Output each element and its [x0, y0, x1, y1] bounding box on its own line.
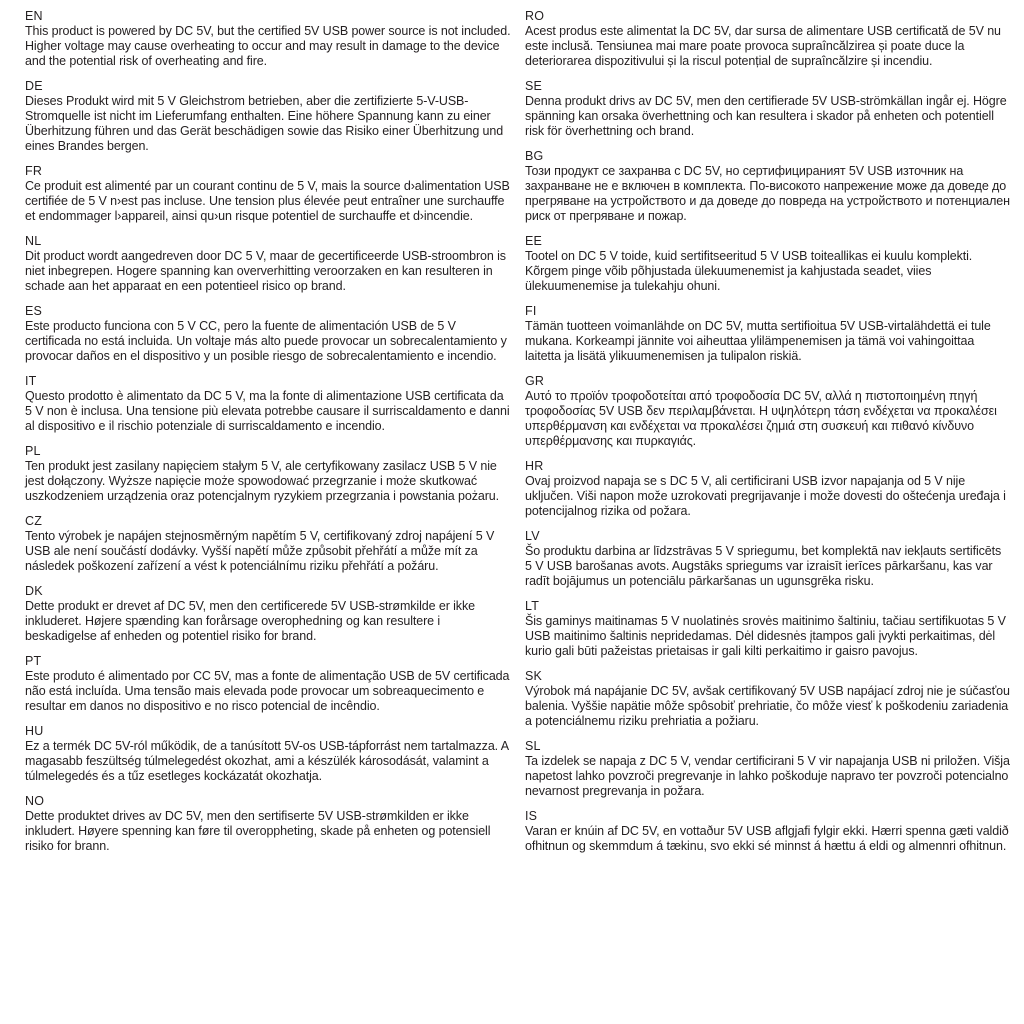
language-text-no: Dette produktet drives av DC 5V, men den sertifiserte 5V USB-strømkilden er ikke inkludert. Høyere spenning kan føre til overoppheting, skade på enheten og potensiell risiko for brann.: [25, 809, 491, 853]
language-block-lt: [525, 599, 1011, 659]
language-text-fi: Tämän tuotteen voimanlähde on DC 5V, mutta sertifioitua 5V USB-virtalähdettä ei tule mukana. Korkeampi jännite voi aiheuttaa ylilämpenemisen ja tämä voi vahingoittaa laitetta ja lisätä ylikuumenemisen ja tulipalon riskiä.: [525, 319, 991, 363]
language-text-dk: Dette produkt er drevet af DC 5V, men den certificerede 5V USB-strømkilde er ikke inkluderet. Højere spænding kan forårsage overophedning og kan resultere i beskadigelse af enheden og potentiel risiko for brand.: [25, 599, 475, 643]
language-block-gr: [525, 374, 1011, 449]
column-right: [525, 9, 1011, 864]
language-text-gr: Αυτό το προϊόν τροφοδοτείται από τροφοδοσία DC 5V, αλλά η πιστοποιημένη πηγή τροφοδοσίας 5V USB δεν περιλαμβάνεται. Η υψηλότερη τάση ενδέχεται να προκαλέσει υπερθέρμανση και ενδέχεται να προκαλέσει ζημιά στη συσκευή και πιθανό κίνδυνο υπερθέρμανσης και πυρκαγιάς.: [525, 389, 997, 448]
language-code-bg: BG: [525, 149, 544, 163]
language-code-no: NO: [25, 794, 45, 808]
language-code-pl: PL: [25, 444, 41, 458]
language-code-sk: SK: [525, 669, 543, 683]
language-code-pt: PT: [25, 654, 42, 668]
language-block-hu: [25, 724, 511, 784]
language-block-dk: [25, 584, 511, 644]
language-code-it: IT: [25, 374, 37, 388]
language-text-pt: Este produto é alimentado por CC 5V, mas a fonte de alimentação USB de 5V certificada não está incluída. Uma tensão mais elevada pode provocar um sobreaquecimento e resultar em danos no dispositivo e no risco potencial de incêndio.: [25, 669, 510, 713]
language-block-cz: [25, 514, 511, 574]
language-text-se: Denna produkt drivs av DC 5V, men den certifierade 5V USB-strömkällan ingår ej. Högre spänning kan orsaka överhettning och kan resultera i skador på enheten och potentiell risk för överhettning och brand.: [525, 94, 1007, 138]
language-block-fi: [525, 304, 1011, 364]
language-text-it: Questo prodotto è alimentato da DC 5 V, ma la fonte di alimentazione USB certificata da 5 V non è inclusa. Una tensione più elevata potrebbe causare il surriscaldamento e danni al dispositivo e il rischio potenziale di surriscaldamento e incendio.: [25, 389, 510, 433]
language-block-is: [525, 809, 1011, 854]
language-code-lv: LV: [525, 529, 540, 543]
language-text-ro: Acest produs este alimentat la DC 5V, dar sursa de alimentare USB certificată de 5V nu este inclusă. Tensiunea mai mare poate provoca supraîncălzirea și poate duce la deteriorarea dispozitivului și la riscul potențial de supraîncălzire și incendiu.: [525, 24, 1001, 68]
language-code-sl: SL: [525, 739, 541, 753]
language-block-ro: [525, 9, 1011, 69]
language-text-is: Varan er knúin af DC 5V, en vottaður 5V USB aflgjafi fylgir ekki. Hærri spenna gæti valdið ofhitnun og skemmdum á tækinu, svo ekki sé minnst á hættu á eldi og almennri ofhitnun.: [525, 824, 1009, 853]
language-block-fr: [25, 164, 511, 224]
language-block-lv: [525, 529, 1011, 589]
language-code-de: DE: [25, 79, 43, 93]
language-code-es: ES: [25, 304, 43, 318]
language-text-cz: Tento výrobek je napájen stejnosměrným napětím 5 V, certifikovaný zdroj napájení 5 V USB ale není součástí dodávky. Vyšší napětí může způsobit přehřátí a může mít za následek poškození zařízení a vést k potenciálnímu riziku přehřátí a požáru.: [25, 529, 495, 573]
language-text-de: Dieses Produkt wird mit 5 V Gleichstrom betrieben, aber die zertifizierte 5-V-USB-Stromquelle ist nicht im Lieferumfang enthalten. Eine höhere Spannung kann zu einer Überhitzung führen und das Gerät beschädigen sowie das Risiko einer Überhitzung und eines Brandes bergen.: [25, 94, 504, 153]
language-text-fr: Ce produit est alimenté par un courant continu de 5 V, mais la source d›alimentation USB certifiée de 5 V n›est pas incluse. Une tension plus élevée peut entraîner une surchauffe et endommager l›appareil, ainsi qu›un risque potentiel de surchauffe et d›incendie.: [25, 179, 510, 223]
language-code-dk: DK: [25, 584, 43, 598]
language-code-is: IS: [525, 809, 538, 823]
column-left: [25, 9, 511, 864]
language-block-hr: [525, 459, 1011, 519]
language-block-no: [25, 794, 511, 854]
language-block-sk: [525, 669, 1011, 729]
language-block-pl: [25, 444, 511, 504]
language-code-ro: RO: [525, 9, 545, 23]
language-text-lt: Šis gaminys maitinamas 5 V nuolatinės srovės maitinimo šaltiniu, tačiau sertifikuotas 5 V USB maitinimo šaltinis nepridedamas. Dėl didesnės įtampos gali įvykti perkaitimas, dėl kurio gali būti pažeistas prietaisas ir gali kilti perkaitimo ir gaisro pavojus.: [525, 614, 1006, 658]
language-block-ee: [525, 234, 1011, 294]
language-text-en: This product is powered by DC 5V, but the certified 5V USB power source is not included. Higher voltage may cause overheating to occur and may result in damage to the device and the potential risk of overheating and fire.: [25, 24, 511, 68]
language-block-sl: [525, 739, 1011, 799]
language-code-lt: LT: [525, 599, 540, 613]
language-code-fi: FI: [525, 304, 537, 318]
language-text-es: Este producto funciona con 5 V CC, pero la fuente de alimentación USB de 5 V certificada no está incluida. Un voltaje más alto puede provocar un sobrecalentamiento y provocar daños en el dispositivo y un posible riesgo de sobrecalentamiento e incendio.: [25, 319, 507, 363]
language-block-se: [525, 79, 1011, 139]
language-text-lv: Šo produktu darbina ar līdzstrāvas 5 V spriegumu, bet komplektā nav iekļauts sertificēts 5 V USB barošanas avots. Augstāks spriegums var izraisīt ierīces pārkaršanu, kas var radīt bojājumus un potenciālu pārkaršanas un ugunsgrēka risku.: [525, 544, 1002, 588]
language-code-ee: EE: [525, 234, 543, 248]
language-code-fr: FR: [25, 164, 43, 178]
language-block-en: [25, 9, 511, 69]
language-block-nl: [25, 234, 511, 294]
language-code-se: SE: [525, 79, 543, 93]
language-text-nl: Dit product wordt aangedreven door DC 5 V, maar de gecertificeerde USB-stroombron is niet inbegrepen. Hogere spanning kan oververhitting veroorzaken en kan resulteren in schade aan het apparaat en een potentieel risico op brand.: [25, 249, 506, 293]
language-text-hr: Ovaj proizvod napaja se s DC 5 V, ali certificirani USB izvor napajanja od 5 V nije uključen. Viši napon može uzrokovati pregrijavanje i može dovesti do oštećenja uređaja i potencijalnog rizika od požara.: [525, 474, 1006, 518]
language-text-sl: Ta izdelek se napaja z DC 5 V, vendar certificirani 5 V vir napajanja USB ni priložen. Višja napetost lahko povzroči pregrevanje in lahko poškoduje napravo ter povzroči potencialno nevarnost pregrevanja in požara.: [525, 754, 1010, 798]
language-text-hu: Ez a termék DC 5V-ról működik, de a tanúsított 5V-os USB-tápforrást nem tartalmazza. A magasabb feszültség túlmelegedést okozhat, ami a készülék károsodását, valamint a túlmelegedés és a tűz esetleges kockázatát okozhatja.: [25, 739, 509, 783]
language-code-gr: GR: [525, 374, 545, 388]
language-text-bg: Този продукт се захранва с DC 5V, но сертифицираният 5V USB източник на захранване не е включен в комплекта. По-високото напрежение може да доведе до прегряване на устройството и да доведе до повреда на устройството и потенциален риск от прегряване и пожар.: [525, 164, 1010, 223]
language-block-es: [25, 304, 511, 364]
language-code-en: EN: [25, 9, 43, 23]
language-block-it: [25, 374, 511, 434]
language-text-pl: Ten produkt jest zasilany napięciem stałym 5 V, ale certyfikowany zasilacz USB 5 V nie jest dołączony. Wyższe napięcie może spowodować przegrzanie i może skutkować uszkodzeniem urządzenia oraz potencjalnym ryzykiem przegrzania i powstania pożaru.: [25, 459, 499, 503]
language-code-hr: HR: [525, 459, 544, 473]
language-block-bg: [525, 149, 1011, 224]
language-block-pt: [25, 654, 511, 714]
language-code-nl: NL: [25, 234, 42, 248]
language-text-sk: Výrobok má napájanie DC 5V, avšak certifikovaný 5V USB napájací zdroj nie je súčasťou balenia. Vyššie napätie môže spôsobiť prehriatie, čo môže viesť k poškodeniu zariadenia a potenciálnemu riziku prehriatia a požiaru.: [525, 684, 1010, 728]
language-code-hu: HU: [25, 724, 44, 738]
language-block-de: [25, 79, 511, 154]
language-text-ee: Tootel on DC 5 V toide, kuid sertifitseeritud 5 V USB toiteallikas ei kuulu komplekti. Kõrgem pinge võib põhjustada ülekuumenemist ja kahjustada seadet, viies ülekuumenemise ja tulekahju ohuni.: [525, 249, 973, 293]
language-code-cz: CZ: [25, 514, 43, 528]
